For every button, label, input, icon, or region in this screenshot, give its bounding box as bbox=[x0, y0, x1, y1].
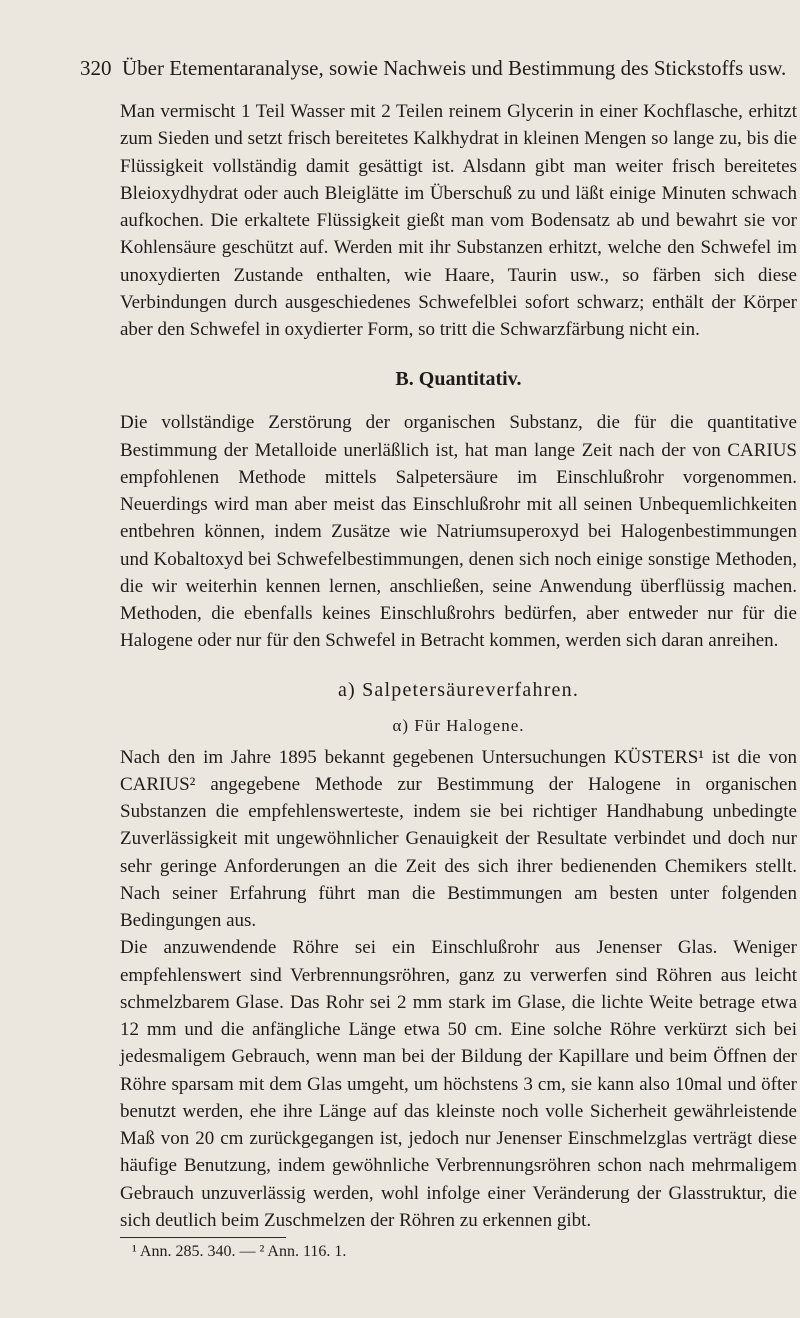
page-number: 320 bbox=[80, 56, 112, 80]
footnote-separator bbox=[120, 1237, 286, 1238]
paragraph-destruction-organic-substance: Die vollständige Zerstörung der organischen Substanz, die für die quantitative Bestimmung der Metalloide unerläßlich ist, hat man lange Zeit nach der von CARIUS empfohlenen Methode mittels Salpetersäure im Einschlußrohr vorgenommen. Neuerdings wird man aber meist das Einschlußrohr mit all seinen Unbequemlichkeiten entbehren können, indem Zusätze wie Natriumsuperoxyd bei Halogenbestimmungen und Kobaltoxyd bei Schwefelbestimmungen, denen sich noch einige sonstige Methoden, die wir weiterhin kennen lernen, anschließen, seine Anwendung überflüssig machen. Methoden, die ebenfalls keines Einschlußrohrs bedürfen, aber entweder nur für die Halogene oder nur für den Schwefel in Betracht kommen, werden sich daran anreihen. bbox=[120, 412, 797, 652]
section-heading-quantitativ: B. Quantitativ. bbox=[395, 368, 522, 391]
footnotes bbox=[120, 1237, 797, 1262]
paragraph-glycerin-method: Man vermischt 1 Teil Wasser mit 2 Teilen reinem Glycerin in einer Kochflasche, erhitzt zum Sieden und setzt frisch bereitetes Kalkhydrat in kleinen Mengen so lange zu, bis die Flüssigkeit vollständig damit gesättigt ist. Alsdann gibt man weiter frisch bereitetes Bleioxydhydrat oder auch Bleiglätte im Überschuß zu und läßt einige Minuten schwach aufkochen. Die erkaltete Flüssigkeit gießt man vom Bodensatz ab und bewahrt sie vor Kohlensäure geschützt auf. Werden mit ihr Substanzen erhitzt, welche den Schwefel im unoxydierten Zustande enthalten, wie Haare, Taurin usw., so färben sich diese Verbindungen durch ausgeschiedenes Schwefelblei sofort schwarz; enthält der Körper aber den Schwefel in oxydierter Form, so tritt die Schwarzfärbung nicht ein. bbox=[120, 101, 797, 340]
running-head: Über Etementaranalyse, sowie Nachweis und Bestimmung des Stickstoffs usw. bbox=[122, 56, 787, 80]
footnote-references: ¹ Ann. 285. 340. — ² Ann. 116. 1. bbox=[132, 1243, 347, 1260]
subsection-heading-salpetersaeure: a) Salpetersäureverfahren. bbox=[337, 678, 580, 701]
paragraph-einschlussrohr: Die anzuwendende Röhre sei ein Einschlußrohr aus Jenenser Glas. Weniger empfehlenswert sind Verbrennungsröhren, ganz zu verwerfen sind Röhren aus leicht schmelzbarem Glase. Das Rohr sei 2 mm stark im Glase, die lichte Weite betrage etwa 12 mm und die anfängliche Länge etwa 50 cm. Eine solche Röhre verkürzt sich bei jedesmaligem Gebrauch, wenn man bei der Bildung der Kapillare und beim Öffnen der Röhre sparsam mit dem Glas umgeht, um höchstens 3 cm, sie kann also 10mal und öfter benutzt werden, ehe ihre Länge auf das kleinste noch volle Sicherheit gewährleistende Maß von 20 cm zurückgegangen ist, jedoch nur Jenenser Einschmelzglas verträgt diese häufige Benutzung, indem gewöhnliche Verbrennungsröhren schon nach mehrmaligem Gebrauch unzuverlässig werden, wohl infolge einer Veränderung der Glasstruktur, die sich deutlich beim Zuschmelzen der Röhren zu erkennen gibt. bbox=[120, 937, 797, 1231]
main-text bbox=[120, 98, 797, 1234]
page-header bbox=[80, 56, 800, 86]
paragraph-kuesters-carius: Nach den im Jahre 1895 bekannt gegebenen Untersuchungen KÜSTERS¹ ist die von CARIUS² angegebene Methode zur Bestimmung der Halogene in organischen Substanzen die empfehlenswerteste, indem sie bei richtiger Handhabung unbedingte Zuverlässigkeit mit ungewöhnlicher Genauigkeit der Resultate verbindet und doch nur sehr geringe Anforderungen an die Zeit des sich ihrer bedienenden Chemikers stellt. Nach seiner Erfahrung führt man die Bestimmungen am besten unter folgenden Bedingungen aus. bbox=[120, 746, 797, 931]
subsubsection-heading-halogene: α) Für Halogene. bbox=[392, 715, 525, 735]
